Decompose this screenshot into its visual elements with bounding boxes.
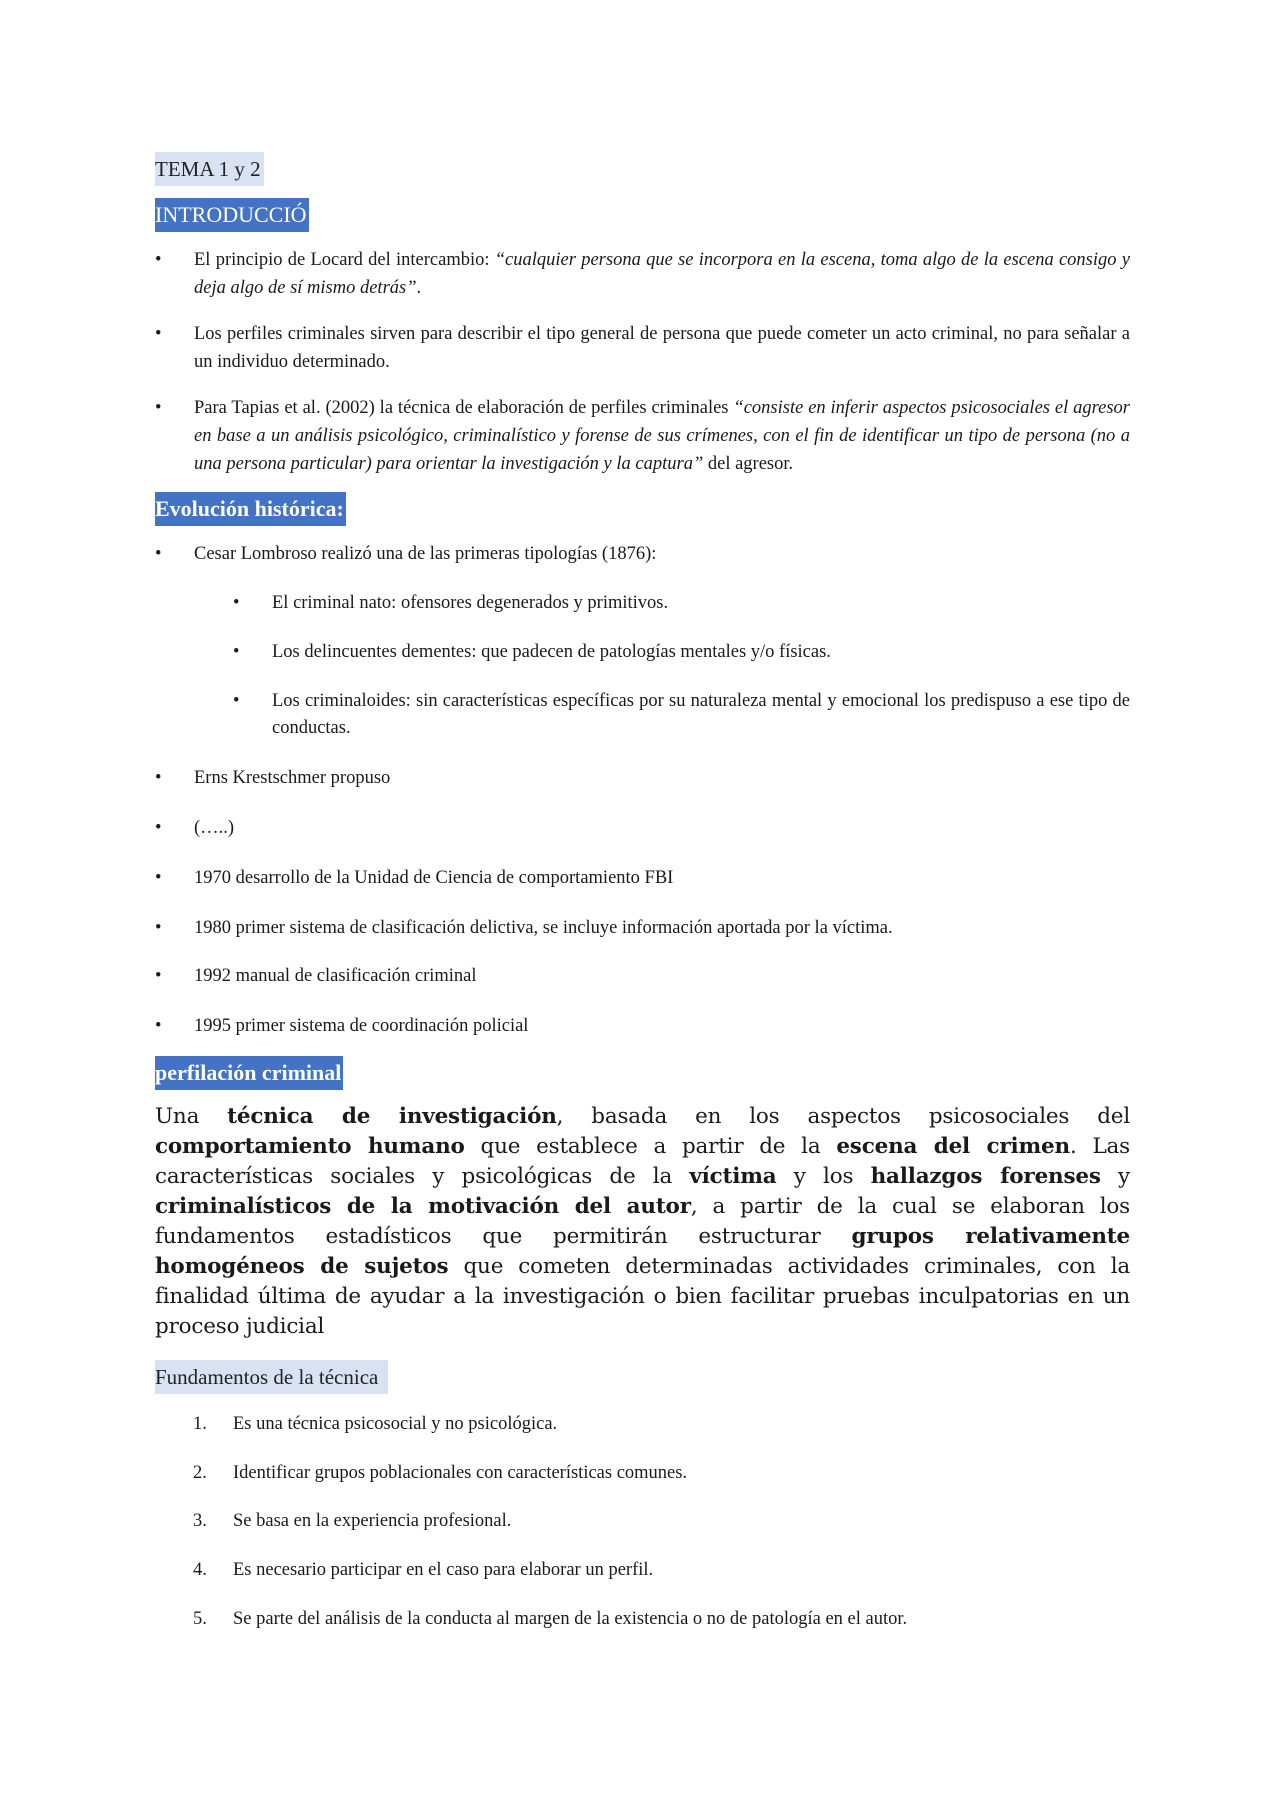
list-item: • (…..) — [155, 814, 1130, 842]
intro-heading: INTRODUCCIÓ — [155, 198, 309, 232]
bullet-icon: • — [155, 966, 162, 986]
tema-label: TEMA 1 y 2 — [155, 152, 264, 186]
list-item: • Los perfiles criminales sirven para describir el tipo general de persona que puede cometer un acto criminal, no para señalar a un individuo determinado. — [155, 320, 1130, 376]
sub-list-item: • El criminal nato: ofensores degenerados y primitivos. — [155, 590, 1130, 617]
list-item: • 1970 desarrollo de la Unidad de Ciencia de comportamiento FBI — [155, 864, 1130, 892]
list-item: 4. Es necesario participar en el caso para elaborar un perfil. — [193, 1560, 654, 1580]
bullet-icon: • — [155, 918, 162, 938]
tema-heading-row — [155, 152, 1130, 186]
list-item: 1. Es una técnica psicosocial y no psicológica. — [193, 1414, 558, 1434]
list-item: • 1995 primer sistema de coordinación policial — [155, 1012, 1130, 1040]
bullet-icon: • — [155, 324, 162, 344]
list-item: • Erns Krestschmer propuso — [155, 764, 1130, 792]
list-item: • Para Tapias et al. (2002) la técnica de elaboración de perfiles criminales “consiste en inferir aspectos psicosociales el agresor en base a un análisis psicológico, criminalístico y forense de sus crímenes, con el fin de identificar un tipo de persona (no a una persona particular) para orientar la investigación y la captura” del agresor. — [155, 394, 1130, 478]
intro-list — [155, 246, 1130, 478]
bullet-icon: • — [155, 398, 162, 418]
sub-list-item: • Los criminaloides: sin características específicas por su naturaleza mental y emocional los predispuso a ese tipo de conductas. — [155, 688, 1130, 742]
list-item: • El principio de Locard del intercambio: “cualquier persona que se incorpora en la escena, toma algo de la escena consigo y deja algo de sí mismo detrás”. — [155, 246, 1130, 302]
bullet-icon: • — [233, 593, 240, 613]
list-item: • 1980 primer sistema de clasificación delictiva, se incluye información aportada por la víctima. — [155, 914, 1130, 942]
fundamentos-list — [155, 1410, 1130, 1633]
perfilacion-heading-row — [155, 1056, 1130, 1090]
evolucion-heading-row — [155, 492, 1130, 526]
list-item: 3. Se basa en la experiencia profesional. — [193, 1511, 512, 1531]
fundamentos-heading-row — [155, 1360, 1130, 1394]
bullet-icon: • — [233, 691, 240, 711]
list-item: • Cesar Lombroso realizó una de las primeras tipologías (1876): — [155, 540, 1130, 568]
bullet-icon: • — [155, 1016, 162, 1036]
evolucion-timeline — [155, 764, 1130, 1040]
sub-list-item: • Los delincuentes dementes: que padecen de patologías mentales y/o físicas. — [155, 639, 1130, 666]
bullet-icon: • — [233, 642, 240, 662]
perfilacion-paragraph: Una técnica de investigación, basada en los aspectos psicosociales del comportamiento humano que establece a partir de la escena del crimen. Las características sociales y psicológicas de la víctima y los hallazgos forenses y criminalísticos de la motivación del autor, a partir de la cual se elaboran los fundamentos estadísticos que permitirán estructurar grupos relativamente homogéneos de sujetos que cometen determinadas actividades criminales, con la finalidad última de ayudar a la investigación o bien facilitar pruebas inculpatorias en un proceso judicial — [155, 1104, 1130, 1339]
evolucion-heading: Evolución histórica: — [155, 492, 346, 526]
bullet-icon: • — [155, 868, 162, 888]
bullet-icon: • — [155, 818, 162, 838]
perfilacion-heading: perfilación criminal — [155, 1056, 343, 1090]
bullet-icon: • — [155, 250, 162, 270]
intro-heading-row — [155, 198, 1130, 232]
fundamentos-heading: Fundamentos de la técnica — [155, 1360, 388, 1394]
evolucion-list — [155, 540, 1130, 568]
bullet-icon: • — [155, 768, 162, 788]
list-item: 5. Se parte del análisis de la conducta al margen de la existencia o no de patología en el autor. — [193, 1609, 908, 1629]
list-item: • 1992 manual de clasificación criminal — [155, 962, 1130, 990]
document-page — [155, 152, 1130, 1633]
lombroso-sublist — [155, 590, 1130, 742]
bullet-icon: • — [155, 544, 162, 564]
list-item: 2. Identificar grupos poblacionales con características comunes. — [193, 1463, 688, 1483]
